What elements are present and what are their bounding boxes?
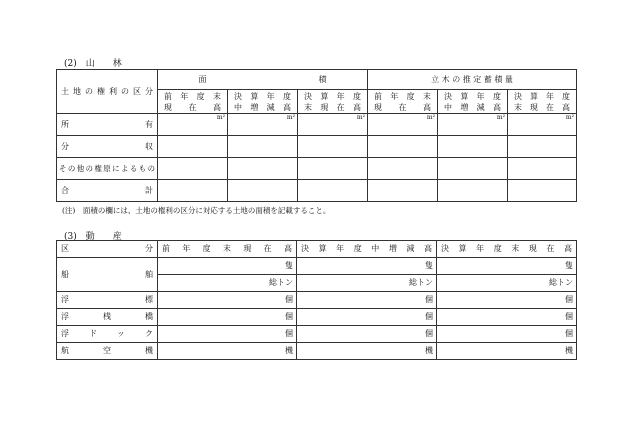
unit-label: m² xyxy=(508,114,577,136)
forest-table xyxy=(56,69,577,202)
subheader-volume-prev: 前 年 度 末 現 在 高 xyxy=(368,90,438,114)
unit-label: 個 xyxy=(297,326,437,343)
table-cell xyxy=(368,180,438,202)
unit-label: 総トン xyxy=(158,275,297,292)
unit-label: m² xyxy=(158,114,228,136)
forest-area-header: 面 積 xyxy=(158,70,368,90)
subheader-volume-end: 決 算 年 度 末 現 在 高 xyxy=(508,90,577,114)
unit-label: m² xyxy=(368,114,438,136)
unit-label: 個 xyxy=(437,309,577,326)
movable-category-header: 区分 xyxy=(57,241,158,258)
movable-table xyxy=(56,240,577,360)
unit-label: 隻 xyxy=(158,258,297,275)
unit-label: 個 xyxy=(158,292,297,309)
floating-pier-label: 浮桟橋 xyxy=(57,309,158,326)
unit-label: 個 xyxy=(437,326,577,343)
unit-label: m² xyxy=(298,114,368,136)
table-cell xyxy=(158,180,228,202)
movable-change-header: 決算年度中増減高 xyxy=(297,241,437,258)
table-cell xyxy=(158,136,228,158)
floating-dock-label: 浮ドック xyxy=(57,326,158,343)
buoy-label: 浮標 xyxy=(57,292,158,309)
forest-row-total-label: 合計 xyxy=(57,180,158,202)
table-cell xyxy=(368,136,438,158)
subheader-area-prev: 前 年 度 末 現 在 高 xyxy=(158,90,228,114)
forest-note: (注) 面積の欄には、土地の権利の区分に対応する土地の面積を記載すること。 xyxy=(62,206,331,215)
ships-label: 船舶 xyxy=(57,258,158,292)
unit-label: 総トン xyxy=(437,275,577,292)
forest-row-shared-label: 分収 xyxy=(57,136,158,158)
table-cell xyxy=(228,158,298,180)
unit-label: 個 xyxy=(437,292,577,309)
table-cell xyxy=(368,158,438,180)
unit-label: 個 xyxy=(158,309,297,326)
forest-section-heading: (2) 山 林 xyxy=(64,59,122,69)
table-cell xyxy=(508,136,577,158)
table-cell xyxy=(228,136,298,158)
table-cell xyxy=(298,158,368,180)
unit-label: 個 xyxy=(158,326,297,343)
unit-label: m² xyxy=(438,114,508,136)
unit-label: 隻 xyxy=(297,258,437,275)
subheader-area-change: 決 算 年 度 中 増 減 高 xyxy=(228,90,298,114)
movable-prev-header: 前年度末現在高 xyxy=(158,241,297,258)
table-cell xyxy=(438,136,508,158)
unit-label: 機 xyxy=(437,343,577,360)
table-cell xyxy=(438,158,508,180)
forest-volume-header: 立 木 の 推 定 蓄 積 量 xyxy=(368,70,577,90)
forest-category-header: 土地の権利の区分 xyxy=(57,70,158,114)
table-cell xyxy=(508,180,577,202)
forest-row-owned-label: 所有 xyxy=(57,114,158,136)
unit-label: 機 xyxy=(297,343,437,360)
unit-label: 個 xyxy=(297,292,437,309)
forest-row-other-label: その他の権原によるもの xyxy=(57,158,158,180)
table-cell xyxy=(298,180,368,202)
subheader-area-end: 決 算 年 度 末 現 在 高 xyxy=(298,90,368,114)
movable-section-heading: (3) 動 産 xyxy=(64,232,122,242)
table-cell xyxy=(228,180,298,202)
unit-label: 機 xyxy=(158,343,297,360)
unit-label: 隻 xyxy=(437,258,577,275)
table-cell xyxy=(298,136,368,158)
movable-end-header: 決算年度末現在高 xyxy=(437,241,577,258)
unit-label: m² xyxy=(228,114,298,136)
table-cell xyxy=(508,158,577,180)
aircraft-label: 航空機 xyxy=(57,343,158,360)
subheader-volume-change: 決 算 年 度 中 増 減 高 xyxy=(438,90,508,114)
unit-label: 個 xyxy=(297,309,437,326)
unit-label: 総トン xyxy=(297,275,437,292)
table-cell xyxy=(158,158,228,180)
table-cell xyxy=(438,180,508,202)
